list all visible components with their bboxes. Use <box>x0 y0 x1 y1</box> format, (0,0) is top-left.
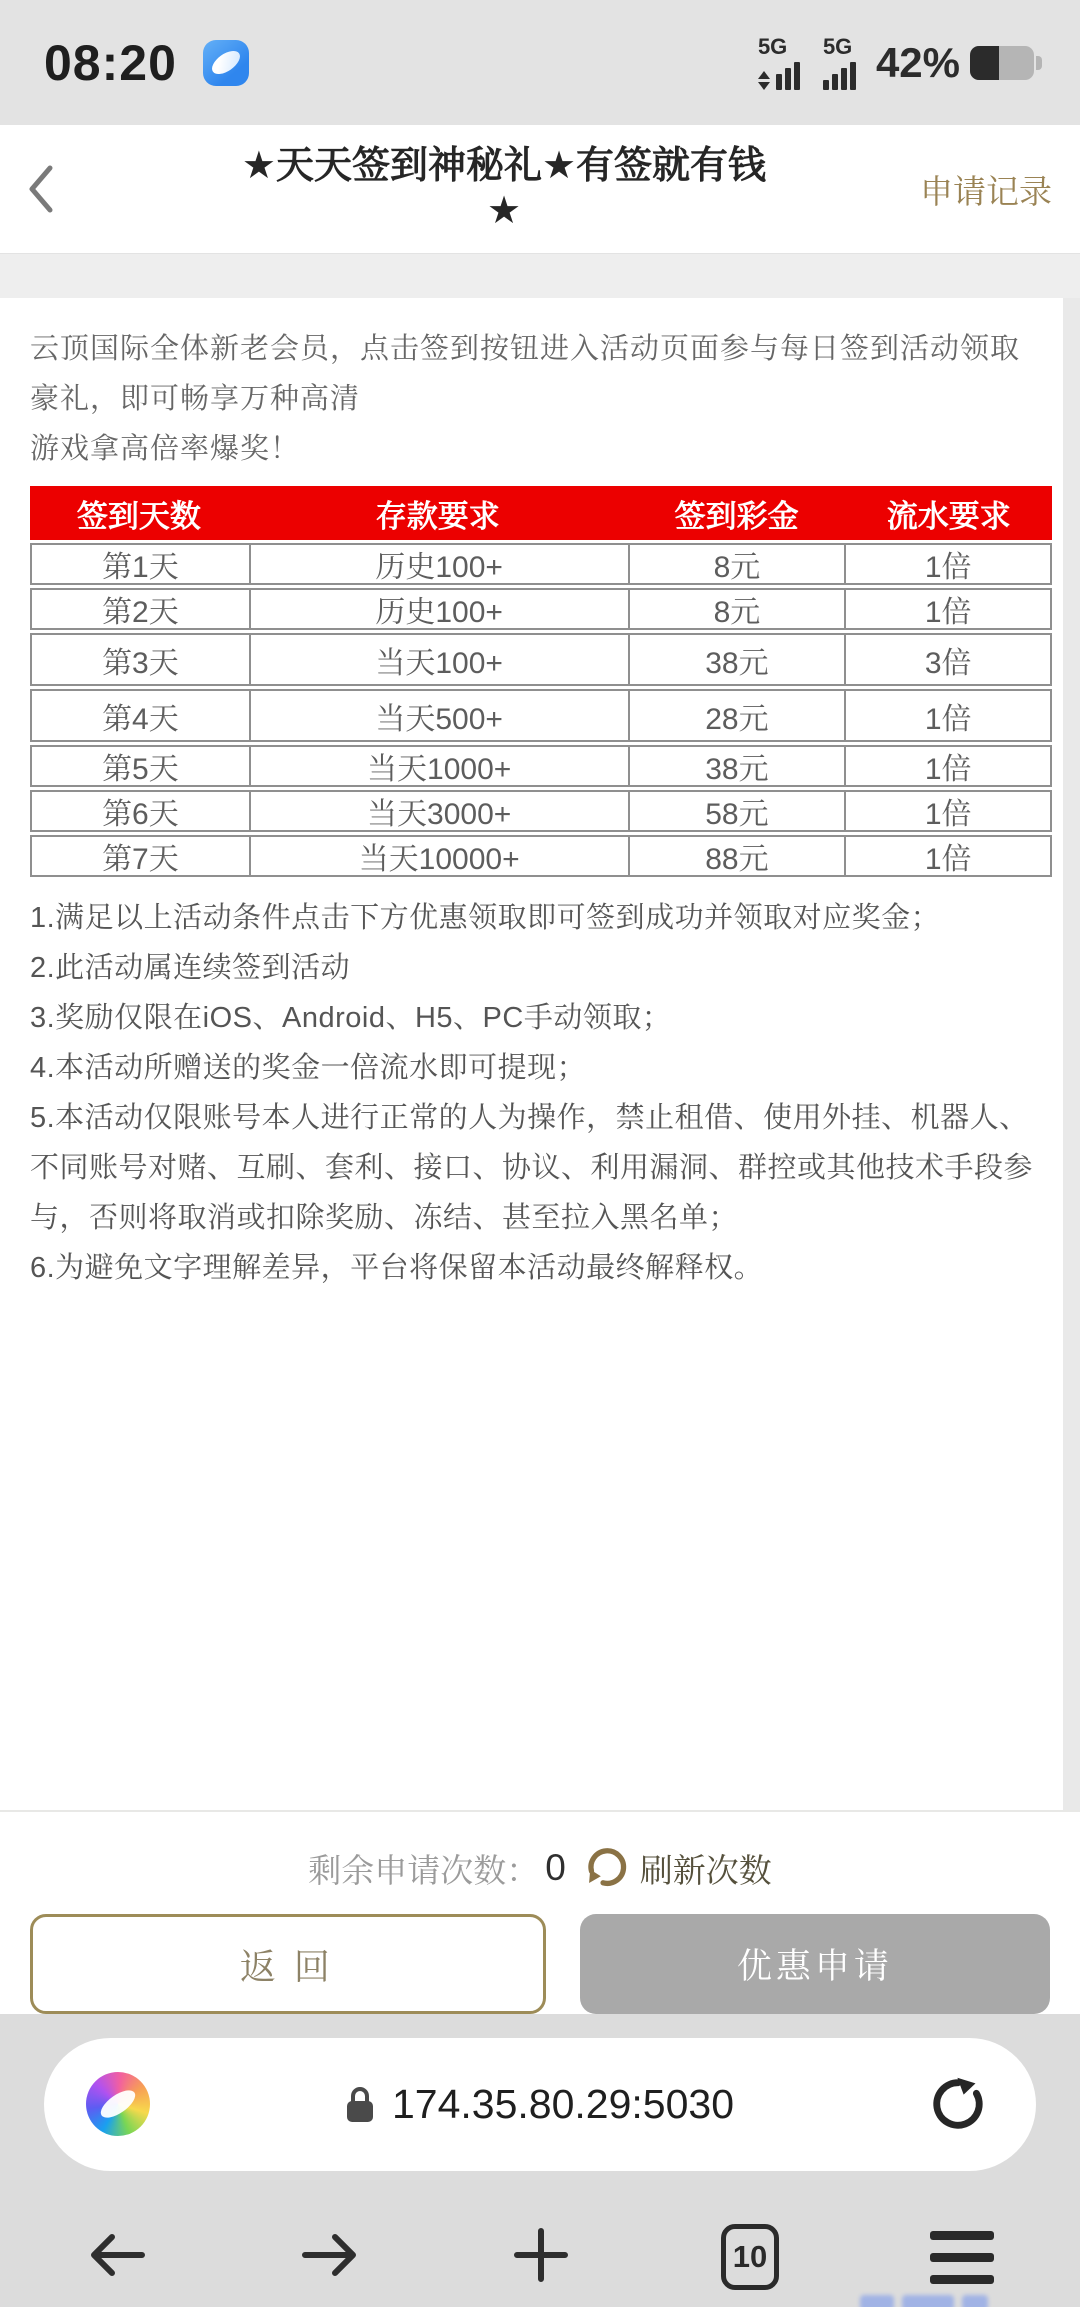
table-cell: 88元 <box>628 837 845 875</box>
page-title-line1: ★天天签到神秘礼★有签就有钱 <box>241 145 767 187</box>
table-row <box>30 745 1052 787</box>
table-cell: 第5天 <box>102 753 179 785</box>
table-cell: 1倍 <box>844 792 1050 830</box>
network-type-label: 5G <box>757 33 788 59</box>
table-header-row <box>30 486 1052 540</box>
reload-icon <box>928 2074 988 2134</box>
nav-forward-button[interactable] <box>299 2229 361 2286</box>
remaining-row <box>0 1842 1080 1894</box>
table-header-cell: 存款要求 <box>375 498 500 534</box>
table-cell: 当天10000+ <box>249 837 628 875</box>
rule-note: 5.本活动仅限账号本人进行正常的人为操作，禁止租借、使用外挂、机器人、不同账号对赌、互刷、套利、接口、协议、利用漏洞、群控或其他技术手段参与，否则将取消或扣除奖励、冻结、甚至拉入黑名单； <box>30 1102 1034 1234</box>
table-cell: 28元 <box>628 691 845 740</box>
new-tab-button[interactable] <box>512 2226 570 2289</box>
table-cell: 3倍 <box>844 635 1050 684</box>
rule-note: 2.此活动属连续签到活动 <box>30 952 351 984</box>
arrow-right-icon <box>299 2229 361 2281</box>
table-header-cell: 签到彩金 <box>674 498 799 534</box>
browser-chrome <box>0 2014 1080 2307</box>
table-row <box>30 835 1052 877</box>
rule-note: 4.本活动所赠送的奖金一倍流水即可提现； <box>30 1052 587 1084</box>
table-cell: 38元 <box>628 747 845 785</box>
table-row <box>30 543 1052 585</box>
header-divider <box>0 253 1080 298</box>
copilot-icon[interactable] <box>86 2072 150 2136</box>
network-type-label: 5G <box>822 33 853 59</box>
table-cell: 1倍 <box>844 691 1050 740</box>
table-cell: 历史100+ <box>249 545 628 583</box>
table-cell: 1倍 <box>844 545 1050 583</box>
table-body <box>30 543 1052 877</box>
intro-line: 云顶国际全体新老会员，点击签到按钮进入活动页面参与每日签到活动领取豪礼，即可畅享万种高清 <box>30 333 1021 415</box>
refresh-count-label[interactable]: 刷新次数 <box>639 1851 772 1889</box>
table-cell: 8元 <box>628 590 845 628</box>
data-activity-icon <box>758 71 770 90</box>
watermark <box>860 2295 988 2307</box>
table-cell: 第7天 <box>102 843 179 875</box>
table-cell: 第3天 <box>102 646 179 680</box>
table-cell: 38元 <box>628 635 845 684</box>
signal-bars-icon <box>823 61 856 90</box>
table-cell: 8元 <box>628 545 845 583</box>
tab-counter-button[interactable]: 10 <box>721 2224 779 2290</box>
arrow-left-icon <box>86 2229 148 2281</box>
table-cell: 第6天 <box>102 798 179 830</box>
status-left <box>44 34 249 92</box>
apply-records-link[interactable]: 申请记录 <box>920 172 1052 210</box>
signin-table <box>30 486 1052 877</box>
signal-sim1 <box>757 33 809 90</box>
page-title-line2: ★ <box>486 190 522 232</box>
nav-back-button[interactable] <box>86 2229 148 2286</box>
table-row <box>30 588 1052 630</box>
status-bar <box>0 0 1080 125</box>
intro-line: 游戏拿高倍率爆奖！ <box>30 433 301 465</box>
table-row <box>30 689 1052 742</box>
table-cell: 第1天 <box>102 551 179 583</box>
address-bar[interactable] <box>44 2038 1036 2171</box>
url-text[interactable]: 174.35.80.29:5030 <box>392 2081 734 2127</box>
page-header <box>0 125 1080 253</box>
table-cell: 1倍 <box>844 590 1050 628</box>
table-cell: 历史100+ <box>249 590 628 628</box>
back-button[interactable] <box>24 163 88 215</box>
table-cell: 当天1000+ <box>249 747 628 785</box>
intro-text <box>0 298 1080 474</box>
back-to-previous-button[interactable]: 返回 <box>30 1914 546 2014</box>
table-cell: 当天100+ <box>249 635 628 684</box>
rules-notes <box>30 893 1040 1293</box>
signal-bars-icon <box>758 61 809 90</box>
action-panel <box>0 1810 1080 2014</box>
clock: 08:20 <box>44 34 177 91</box>
table-cell: 58元 <box>628 792 845 830</box>
url-group <box>346 2038 734 2171</box>
notification-app-icon <box>203 40 249 86</box>
refresh-icon <box>579 1840 635 1896</box>
table-header-cell: 流水要求 <box>886 498 1011 534</box>
table-cell: 1倍 <box>844 837 1050 875</box>
remaining-label: 剩余申请次数： <box>308 1851 540 1889</box>
table-row <box>30 790 1052 832</box>
signal-sim2 <box>822 33 856 90</box>
rule-note: 3.奖励仅限在iOS、Android、H5、PC手动领取； <box>30 1002 672 1034</box>
table-cell: 当天500+ <box>249 691 628 740</box>
table-cell: 1倍 <box>844 747 1050 785</box>
battery-percent: 42% <box>875 38 960 86</box>
table-cell: 第4天 <box>102 702 179 736</box>
reload-button[interactable] <box>928 2074 988 2139</box>
battery-nub <box>1036 56 1042 70</box>
table-cell: 当天3000+ <box>249 792 628 830</box>
button-row <box>0 1894 1080 2014</box>
refresh-count-button[interactable] <box>584 1845 630 1891</box>
plus-icon <box>512 2226 570 2284</box>
chevron-left-icon <box>24 163 58 215</box>
menu-button[interactable] <box>930 2231 994 2284</box>
remaining-count: 0 <box>545 1847 566 1888</box>
scrollbar[interactable] <box>1063 298 1080 2014</box>
promo-content <box>0 298 1080 2014</box>
promo-apply-button[interactable]: 优惠申请 <box>580 1914 1050 2014</box>
rule-note: 6.为避免文字理解差异，平台将保留本活动最终解释权。 <box>30 1252 764 1284</box>
battery-icon <box>970 46 1034 80</box>
table-header-cell: 签到天数 <box>76 498 201 534</box>
browser-nav <box>0 2211 1080 2303</box>
table-cell: 第2天 <box>102 596 179 628</box>
status-right <box>757 33 1042 90</box>
table-row <box>30 633 1052 686</box>
lock-icon <box>346 2086 374 2124</box>
rule-note: 1.满足以上活动条件点击下方优惠领取即可签到成功并领取对应奖金； <box>30 902 941 934</box>
page-title <box>88 144 920 234</box>
